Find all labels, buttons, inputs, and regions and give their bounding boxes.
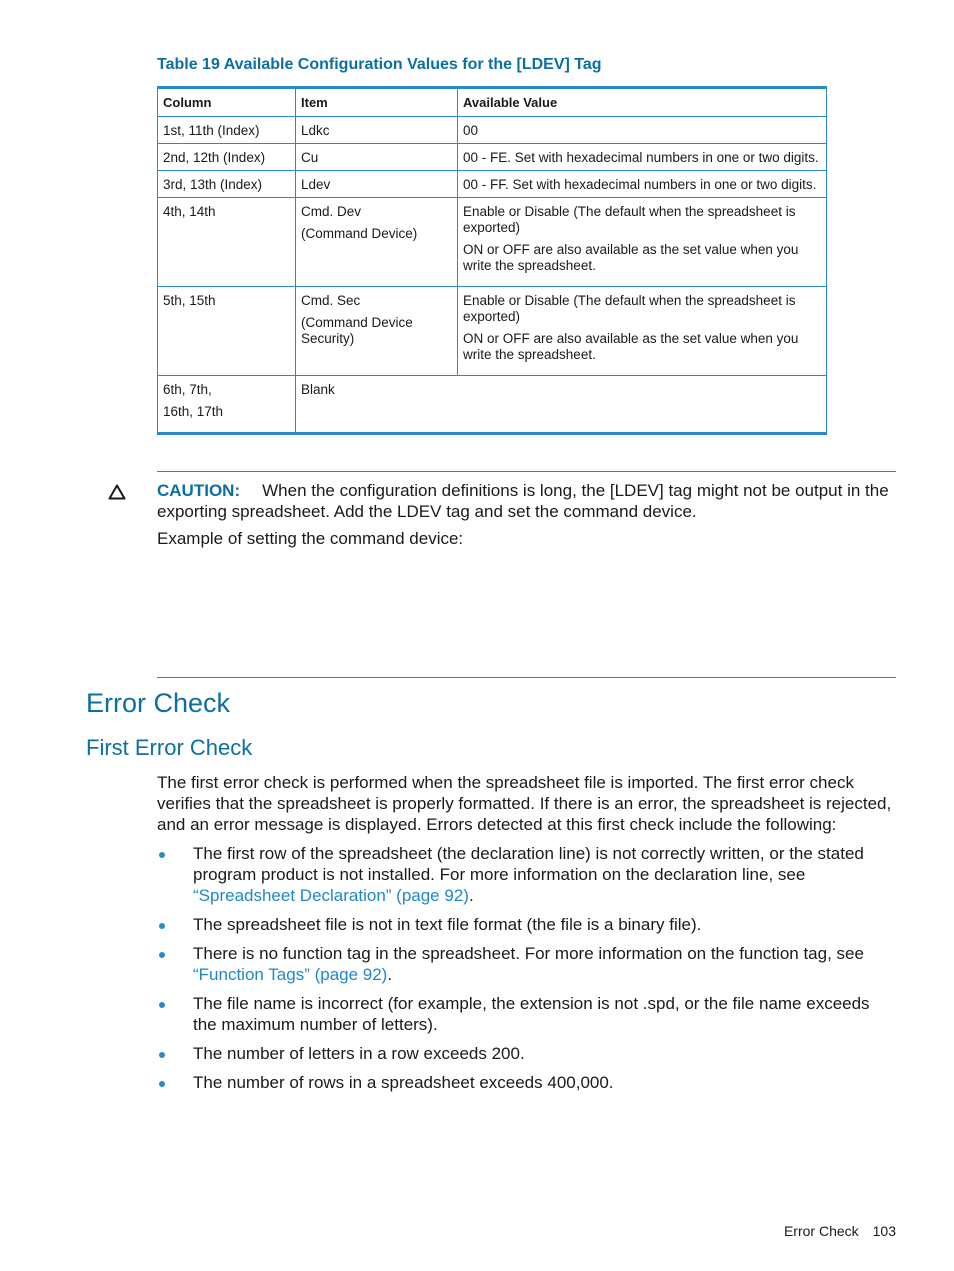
table-row bbox=[158, 287, 827, 376]
caution-example: Example of setting the command device: bbox=[157, 529, 464, 548]
list-item bbox=[157, 1043, 897, 1064]
cell-value bbox=[458, 171, 827, 198]
table-header-row bbox=[158, 88, 827, 117]
cell-text: 5th, 15th bbox=[163, 293, 216, 308]
section-subtitle: First Error Check bbox=[86, 735, 253, 760]
cell-text: 00 bbox=[463, 123, 479, 138]
list-item bbox=[157, 914, 897, 935]
cell-value bbox=[458, 287, 827, 376]
list-item-punct: . bbox=[387, 965, 393, 984]
cell-value bbox=[458, 144, 827, 171]
list-item-text: The spreadsheet file is not in text file format (the file is a binary file). bbox=[193, 915, 702, 934]
cell-item bbox=[296, 287, 458, 376]
cell-text: 4th, 14th bbox=[163, 204, 216, 219]
footer-section: Error Check bbox=[783, 1223, 859, 1239]
cell-text: 00 - FE. Set with hexadecimal numbers in one or two digits. bbox=[463, 150, 819, 165]
table-row bbox=[158, 376, 827, 434]
caution-top-rule bbox=[157, 471, 896, 472]
cell-text: Enable or Disable (The default when the spreadsheet is exported) bbox=[463, 293, 796, 324]
caution-paragraph bbox=[157, 480, 897, 522]
section-title: Error Check bbox=[86, 688, 231, 718]
list-item bbox=[157, 993, 897, 1035]
cell-text: Cmd. Dev bbox=[301, 204, 362, 219]
list-item-text: The number of rows in a spreadsheet exceeds 400,000. bbox=[193, 1073, 614, 1092]
caution-label: CAUTION: bbox=[157, 481, 241, 500]
cell-text: ON or OFF are also available as the set value when you write the spreadsheet. bbox=[463, 331, 799, 362]
cell-text: ON or OFF are also available as the set value when you write the spreadsheet. bbox=[463, 242, 799, 273]
cell-text: (Command Device) bbox=[301, 226, 418, 241]
list-item-text: The file name is incorrect (for example, the extension is not .spd, or the file name exceeds the maximum number of letters). bbox=[193, 994, 870, 1034]
list-item bbox=[157, 943, 897, 985]
bullet-icon bbox=[159, 952, 165, 958]
cell-text: 1st, 11th (Index) bbox=[163, 123, 260, 138]
cell-text: 00 - FF. Set with hexadecimal numbers in one or two digits. bbox=[463, 177, 817, 192]
cell-column bbox=[158, 171, 296, 198]
cell-value bbox=[458, 198, 827, 287]
warning-triangle-icon bbox=[108, 484, 126, 500]
cell-text: Enable or Disable (The default when the spreadsheet is exported) bbox=[463, 204, 796, 235]
section-rule bbox=[157, 677, 896, 678]
list-item-text: There is no function tag in the spreadsheet. For more information on the function tag, see bbox=[193, 944, 864, 963]
list-item-text: The first row of the spreadsheet (the declaration line) is not correctly written, or the stated program product is not installed. For more information on the declaration line, see bbox=[193, 844, 864, 884]
cell-column bbox=[158, 287, 296, 376]
cell-text: 16th, 17th bbox=[163, 404, 224, 419]
header-item: Item bbox=[296, 88, 458, 117]
cell-column bbox=[158, 198, 296, 287]
intro-paragraph: The first error check is performed when the spreadsheet file is imported. The first error check verifies that the spreadsheet is properly formatted. If there is an error, the spreadsheet is rejected, and an error message is displayed. Errors detected at this first check include the following: bbox=[157, 773, 892, 834]
error-list bbox=[157, 843, 897, 1101]
header-column: Column bbox=[158, 88, 296, 117]
cell-column bbox=[158, 144, 296, 171]
page-number: 103 bbox=[872, 1223, 896, 1239]
page-footer bbox=[784, 1223, 896, 1239]
list-item-text: The number of letters in a row exceeds 200. bbox=[193, 1044, 525, 1063]
cell-text: Ldev bbox=[301, 177, 331, 192]
cell-text: Cmd. Sec bbox=[301, 293, 361, 308]
cell-text: Ldkc bbox=[301, 123, 330, 138]
bullet-icon bbox=[159, 852, 165, 858]
list-item bbox=[157, 1072, 897, 1093]
table-row bbox=[158, 198, 827, 287]
table-caption: Table 19 Available Configuration Values for the [LDEV] Tag bbox=[157, 56, 602, 73]
bullet-icon bbox=[159, 1081, 165, 1087]
cell-item bbox=[296, 376, 827, 434]
cell-item bbox=[296, 117, 458, 144]
cell-text: 2nd, 12th (Index) bbox=[163, 150, 266, 165]
cell-value bbox=[458, 117, 827, 144]
cell-text: 6th, 7th, bbox=[163, 382, 212, 397]
table-row bbox=[158, 144, 827, 171]
ldev-config-table bbox=[157, 86, 827, 435]
table-row bbox=[158, 117, 827, 144]
bullet-icon bbox=[159, 923, 165, 929]
list-item-punct: . bbox=[468, 886, 474, 905]
list-item bbox=[157, 843, 897, 906]
bullet-icon bbox=[159, 1052, 165, 1058]
spreadsheet-declaration-link[interactable]: “Spreadsheet Declaration” (page 92) bbox=[193, 886, 469, 905]
bullet-icon bbox=[159, 1002, 165, 1008]
cell-item bbox=[296, 198, 458, 287]
header-available-value: Available Value bbox=[458, 88, 827, 117]
function-tags-link[interactable]: “Function Tags” (page 92) bbox=[193, 965, 388, 984]
cell-text: (Command Device Security) bbox=[301, 315, 413, 346]
cell-text: Cu bbox=[301, 150, 319, 165]
cell-column bbox=[158, 376, 296, 434]
cell-item bbox=[296, 171, 458, 198]
cell-text: 3rd, 13th (Index) bbox=[163, 177, 263, 192]
cell-column bbox=[158, 117, 296, 144]
caution-text: When the configuration definitions is long, the [LDEV] tag might not be output in the exporting spreadsheet. Add the LDEV tag and set the command device. bbox=[157, 481, 889, 521]
cell-text: Blank bbox=[301, 382, 335, 397]
cell-item bbox=[296, 144, 458, 171]
table-row bbox=[158, 171, 827, 198]
